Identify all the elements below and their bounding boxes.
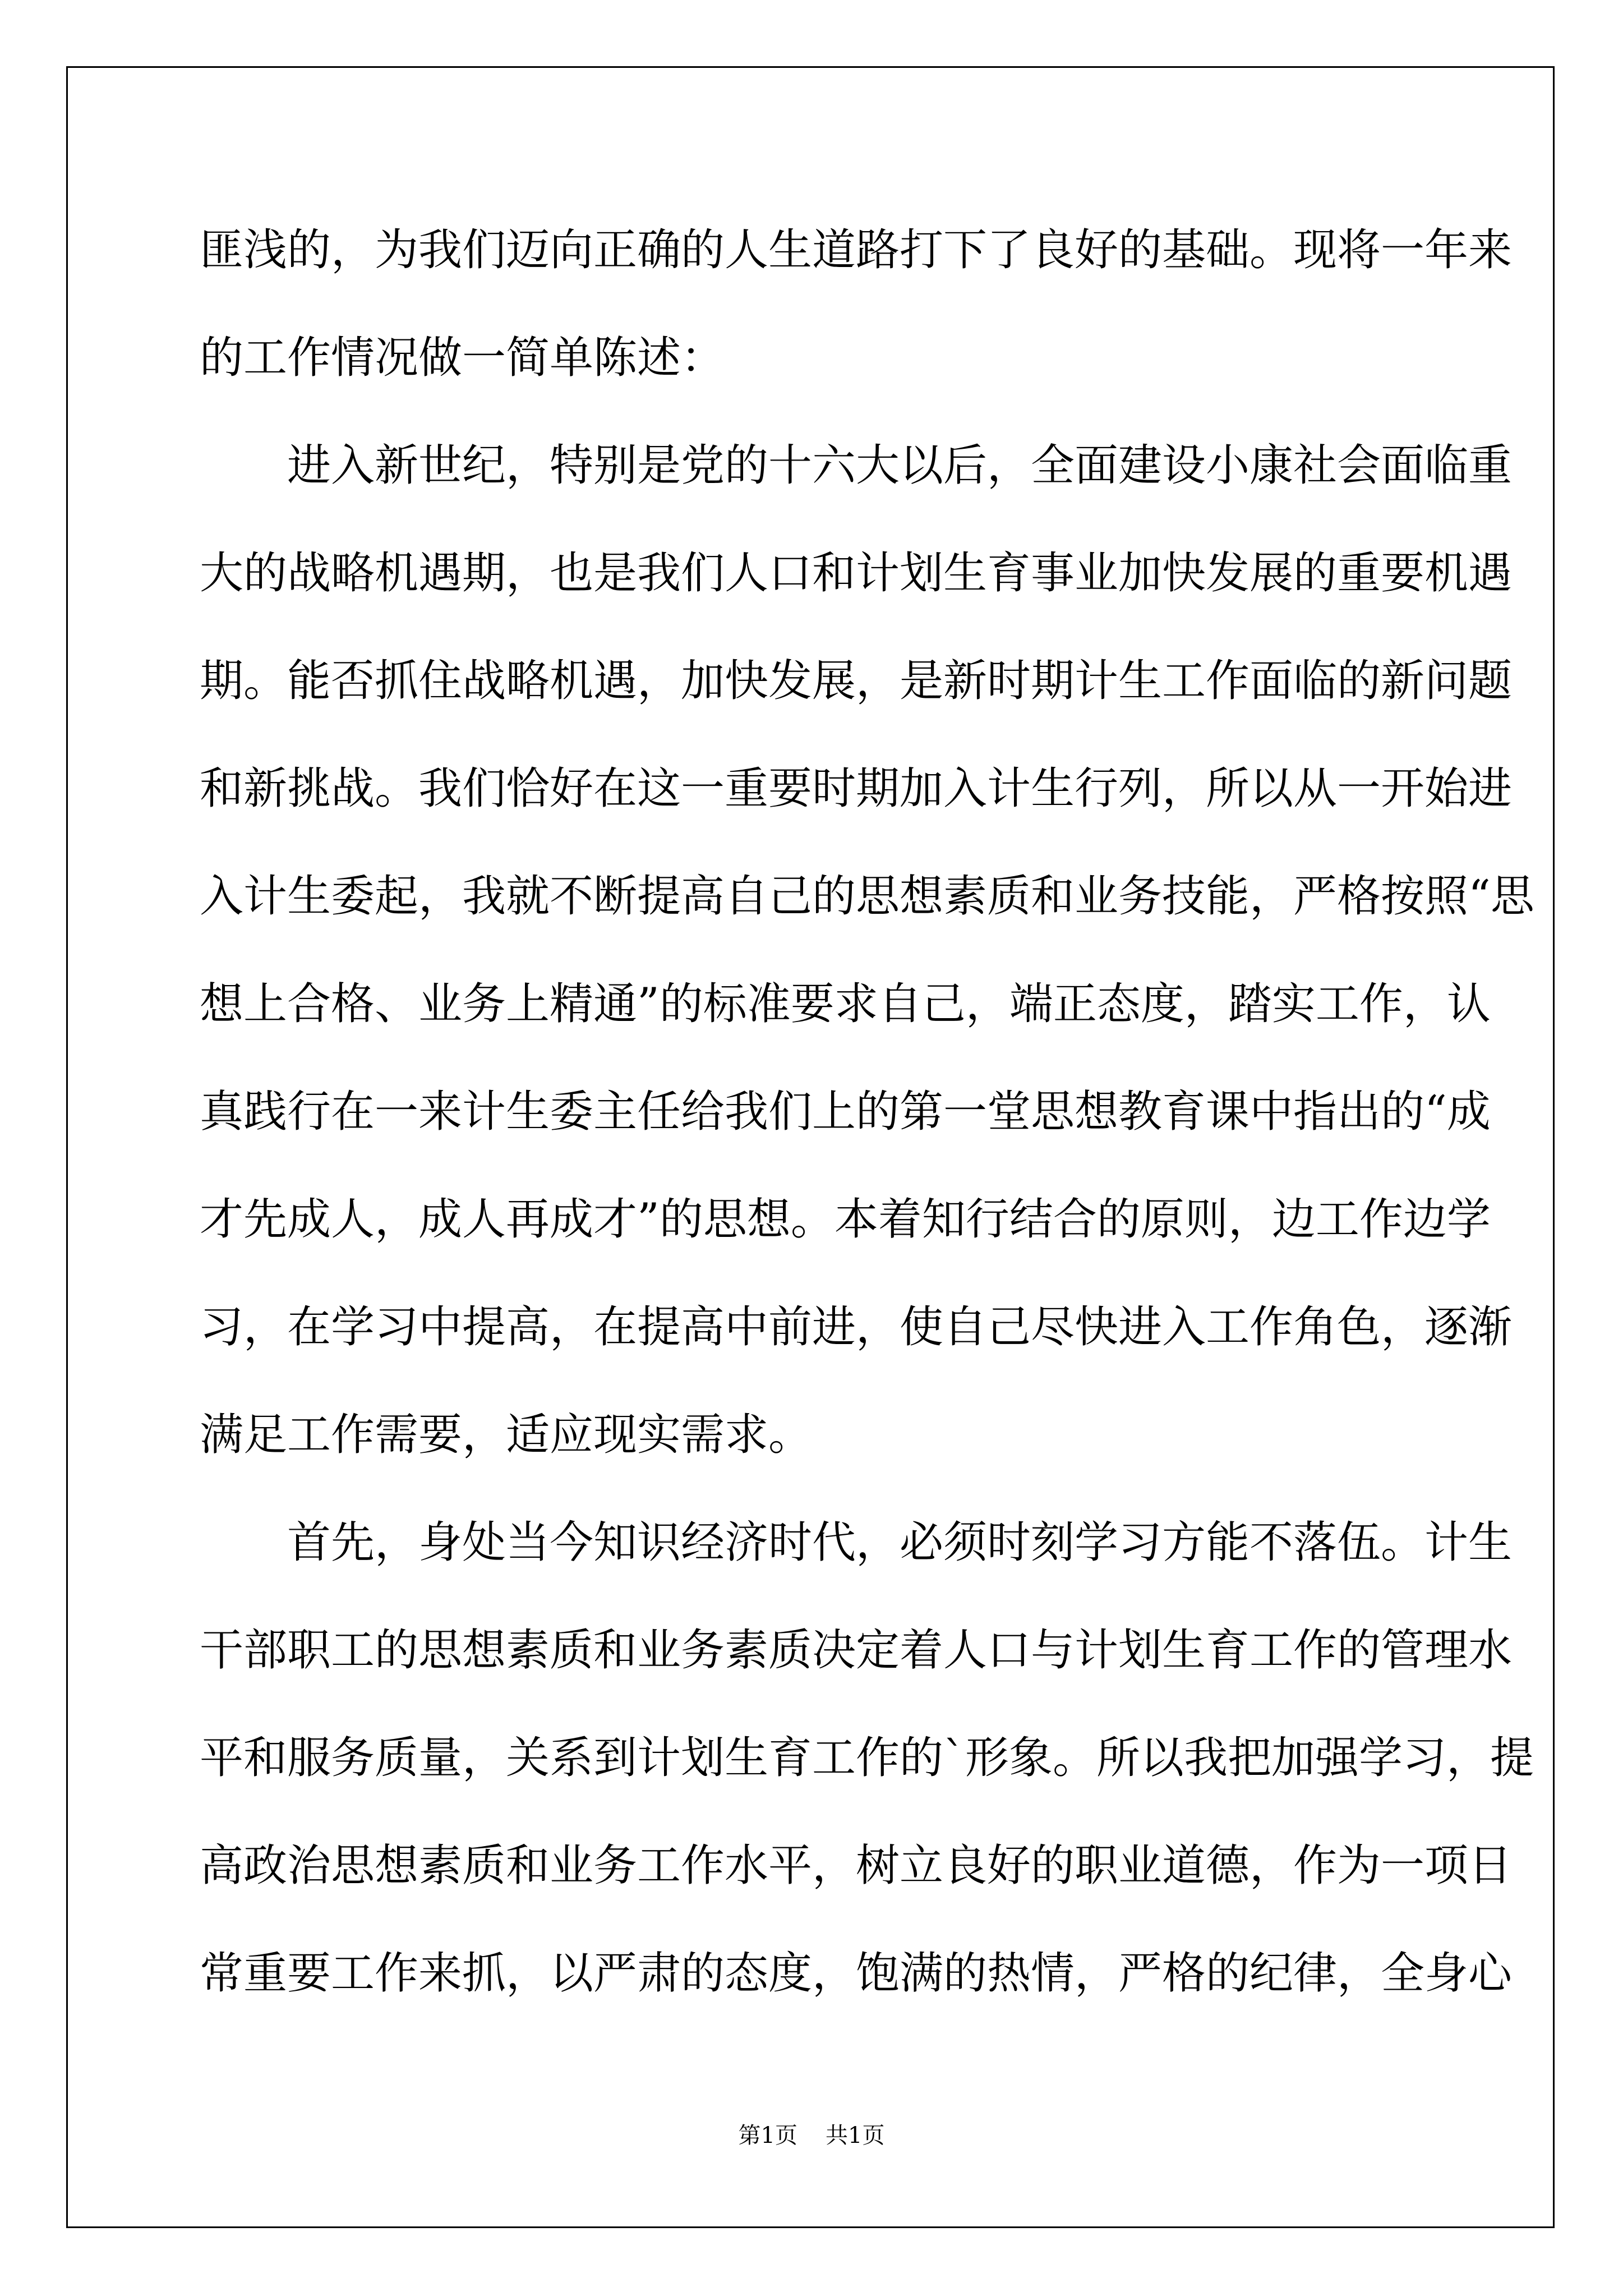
text-line: 匪浅的，为我们迈向正确的人生道路打下了良好的基础。现将一年来 <box>200 225 1513 275</box>
text-line: 真践行在一来计生委主任给我们上的第一堂思想教育课中指出的“成 <box>200 1087 1491 1137</box>
page-number: 第1页 <box>738 2123 797 2148</box>
text-line: 平和服务质量，关系到计划生育工作的`形象。所以我把加强学习，提 <box>200 1733 1534 1783</box>
text-line: 才先成人，成人再成才”的思想。本着知行结合的原则，边工作边学 <box>200 1194 1491 1245</box>
text-line: 期。能否抓住战略机遇，加快发展，是新时期计生工作面临的新问题 <box>200 656 1513 706</box>
text-line: 进入新世纪，特别是党的十六大以后，全面建设小康社会面临重 <box>200 440 1513 491</box>
text-line: 首先，身处当今知识经济时代，必须时刻学习方能不落伍。计生 <box>200 1517 1513 1568</box>
text-line: 和新挑战。我们恰好在这一重要时期加入计生行列，所以从一开始进 <box>200 763 1513 814</box>
text-line: 常重要工作来抓，以严肃的态度，饱满的热情，严格的纪律，全身心 <box>200 1948 1513 1999</box>
text-line: 干部职工的思想素质和业务素质决定着人口与计划生育工作的管理水 <box>200 1625 1513 1676</box>
text-line: 大的战略机遇期，也是我们人口和计划生育事业加快发展的重要机遇 <box>200 548 1513 599</box>
page-total: 共1页 <box>826 2123 885 2148</box>
text-line: 习，在学习中提高，在提高中前进，使自己尽快进入工作角色，逐渐 <box>200 1302 1513 1352</box>
text-line: 满足工作需要，适应现实需求。 <box>200 1410 813 1460</box>
text-line: 想上合格、业务上精通”的标准要求自己，端正态度，踏实工作，认 <box>200 979 1491 1029</box>
text-line: 高政治思想素质和业务工作水平，树立良好的职业道德，作为一项日 <box>200 1841 1513 1891</box>
text-line: 入计生委起，我就不断提高自己的思想素质和业务技能，严格按照“思 <box>200 871 1534 922</box>
page-footer <box>0 2122 1623 2150</box>
text-line: 的工作情况做一简单陈述： <box>200 333 725 383</box>
page-border <box>66 66 1555 2228</box>
